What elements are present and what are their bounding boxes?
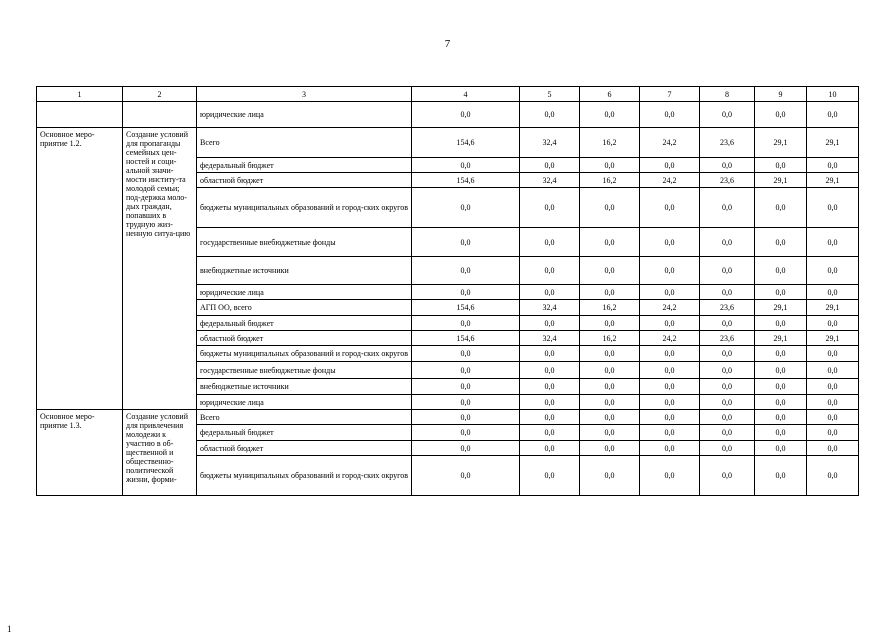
value-cell: 0,0 bbox=[807, 346, 859, 362]
funding-source-label: федеральный бюджет bbox=[197, 158, 412, 173]
value-cell: 0,0 bbox=[700, 395, 755, 410]
value-cell: 0,0 bbox=[520, 257, 580, 285]
value-cell: 0,0 bbox=[412, 410, 520, 425]
value-cell: 0,0 bbox=[412, 102, 520, 128]
funding-source-label: внебюджетные источники bbox=[197, 257, 412, 285]
value-cell: 0,0 bbox=[520, 379, 580, 395]
value-cell: 32,4 bbox=[520, 128, 580, 158]
value-cell: 0,0 bbox=[640, 158, 700, 173]
value-cell: 0,0 bbox=[580, 395, 640, 410]
value-cell: 0,0 bbox=[755, 362, 807, 379]
funding-source-label: федеральный бюджет bbox=[197, 316, 412, 331]
value-cell: 0,0 bbox=[640, 228, 700, 257]
value-cell: 0,0 bbox=[580, 102, 640, 128]
value-cell: 0,0 bbox=[755, 425, 807, 441]
value-cell: 0,0 bbox=[520, 441, 580, 456]
value-cell: 0,0 bbox=[580, 362, 640, 379]
value-cell: 0,0 bbox=[807, 410, 859, 425]
value-cell: 0,0 bbox=[755, 257, 807, 285]
value-cell: 0,0 bbox=[807, 395, 859, 410]
value-cell: 0,0 bbox=[640, 102, 700, 128]
header-cell: 9 bbox=[755, 87, 807, 102]
funding-source-label: областной бюджет bbox=[197, 331, 412, 346]
value-cell: 29,1 bbox=[755, 300, 807, 316]
value-cell: 0,0 bbox=[755, 379, 807, 395]
funding-source-label: областной бюджет bbox=[197, 441, 412, 456]
value-cell: 0,0 bbox=[700, 102, 755, 128]
value-cell: 0,0 bbox=[580, 188, 640, 228]
value-cell: 0,0 bbox=[807, 158, 859, 173]
value-cell: 0,0 bbox=[640, 425, 700, 441]
value-cell: 16,2 bbox=[580, 331, 640, 346]
header-cell: 8 bbox=[700, 87, 755, 102]
activity-cell: Основное меро-приятие 1.2. bbox=[37, 128, 123, 410]
value-cell: 32,4 bbox=[520, 173, 580, 188]
value-cell: 0,0 bbox=[520, 316, 580, 331]
value-cell: 0,0 bbox=[807, 362, 859, 379]
table-row bbox=[37, 128, 859, 158]
value-cell: 0,0 bbox=[580, 285, 640, 300]
value-cell: 0,0 bbox=[640, 456, 700, 496]
value-cell: 24,2 bbox=[640, 300, 700, 316]
value-cell: 0,0 bbox=[807, 425, 859, 441]
value-cell: 29,1 bbox=[807, 173, 859, 188]
value-cell: 0,0 bbox=[520, 188, 580, 228]
header-cell: 5 bbox=[520, 87, 580, 102]
header-cell: 6 bbox=[580, 87, 640, 102]
activity-cell bbox=[37, 102, 123, 128]
funding-source-label: федеральный бюджет bbox=[197, 425, 412, 441]
value-cell: 23,6 bbox=[700, 128, 755, 158]
value-cell: 0,0 bbox=[580, 456, 640, 496]
value-cell: 0,0 bbox=[412, 456, 520, 496]
value-cell: 0,0 bbox=[580, 228, 640, 257]
value-cell: 154,6 bbox=[412, 331, 520, 346]
value-cell: 0,0 bbox=[520, 456, 580, 496]
value-cell: 23,6 bbox=[700, 300, 755, 316]
header-cell: 3 bbox=[197, 87, 412, 102]
value-cell: 0,0 bbox=[520, 158, 580, 173]
value-cell: 154,6 bbox=[412, 128, 520, 158]
value-cell: 0,0 bbox=[520, 395, 580, 410]
funding-source-label: государственные внебюджетные фонды bbox=[197, 228, 412, 257]
value-cell: 0,0 bbox=[755, 346, 807, 362]
value-cell: 0,0 bbox=[700, 346, 755, 362]
funding-source-label: бюджеты муниципальных образований и город-ских округов bbox=[197, 346, 412, 362]
value-cell: 32,4 bbox=[520, 300, 580, 316]
value-cell: 0,0 bbox=[520, 102, 580, 128]
value-cell: 0,0 bbox=[807, 257, 859, 285]
value-cell: 0,0 bbox=[412, 285, 520, 300]
value-cell: 0,0 bbox=[755, 410, 807, 425]
value-cell: 0,0 bbox=[755, 158, 807, 173]
value-cell: 0,0 bbox=[580, 410, 640, 425]
value-cell: 0,0 bbox=[520, 362, 580, 379]
value-cell: 0,0 bbox=[412, 395, 520, 410]
header-row bbox=[37, 87, 859, 102]
value-cell: 0,0 bbox=[700, 158, 755, 173]
funding-source-label: внебюджетные источники bbox=[197, 379, 412, 395]
table-row bbox=[37, 410, 859, 425]
value-cell: 0,0 bbox=[700, 379, 755, 395]
value-cell: 0,0 bbox=[580, 257, 640, 285]
value-cell: 0,0 bbox=[412, 425, 520, 441]
value-cell: 0,0 bbox=[520, 346, 580, 362]
value-cell: 0,0 bbox=[640, 346, 700, 362]
value-cell: 0,0 bbox=[700, 228, 755, 257]
value-cell: 32,4 bbox=[520, 331, 580, 346]
funding-source-label: бюджеты муниципальных образований и город-ских округов bbox=[197, 188, 412, 228]
value-cell: 0,0 bbox=[640, 257, 700, 285]
header-cell: 10 bbox=[807, 87, 859, 102]
value-cell: 0,0 bbox=[640, 441, 700, 456]
value-cell: 0,0 bbox=[640, 285, 700, 300]
funding-source-label: Всего bbox=[197, 410, 412, 425]
value-cell: 0,0 bbox=[807, 228, 859, 257]
value-cell: 0,0 bbox=[755, 441, 807, 456]
header-cell: 7 bbox=[640, 87, 700, 102]
value-cell: 0,0 bbox=[580, 441, 640, 456]
value-cell: 0,0 bbox=[755, 316, 807, 331]
value-cell: 0,0 bbox=[520, 228, 580, 257]
value-cell: 0,0 bbox=[807, 456, 859, 496]
value-cell: 29,1 bbox=[755, 331, 807, 346]
value-cell: 0,0 bbox=[412, 441, 520, 456]
value-cell: 154,6 bbox=[412, 300, 520, 316]
value-cell: 0,0 bbox=[700, 316, 755, 331]
value-cell: 29,1 bbox=[807, 300, 859, 316]
value-cell: 0,0 bbox=[520, 410, 580, 425]
value-cell: 0,0 bbox=[700, 425, 755, 441]
table-row bbox=[37, 102, 859, 128]
value-cell: 0,0 bbox=[700, 456, 755, 496]
value-cell: 0,0 bbox=[412, 257, 520, 285]
funding-source-label: АГП ОО, всего bbox=[197, 300, 412, 316]
value-cell: 0,0 bbox=[700, 188, 755, 228]
value-cell: 0,0 bbox=[807, 188, 859, 228]
header-cell: 1 bbox=[37, 87, 123, 102]
value-cell: 0,0 bbox=[700, 362, 755, 379]
value-cell: 0,0 bbox=[755, 102, 807, 128]
value-cell: 0,0 bbox=[412, 379, 520, 395]
value-cell: 24,2 bbox=[640, 173, 700, 188]
value-cell: 0,0 bbox=[580, 316, 640, 331]
page-number: 7 bbox=[444, 38, 451, 50]
funding-source-label: юридические лица bbox=[197, 395, 412, 410]
value-cell: 0,0 bbox=[807, 316, 859, 331]
value-cell: 0,0 bbox=[412, 158, 520, 173]
value-cell: 16,2 bbox=[580, 173, 640, 188]
value-cell: 29,1 bbox=[807, 128, 859, 158]
value-cell: 0,0 bbox=[580, 425, 640, 441]
funding-source-label: государственные внебюджетные фонды bbox=[197, 362, 412, 379]
value-cell: 0,0 bbox=[700, 285, 755, 300]
value-cell: 0,0 bbox=[640, 362, 700, 379]
value-cell: 24,2 bbox=[640, 331, 700, 346]
value-cell: 0,0 bbox=[640, 379, 700, 395]
description-cell: Создание условий для пропаганды семейных цен-ностей и соци-альной значи-мости институ-та молодой семьи; под-держка моло-дых граждан, попавших в трудную жиз-ненную ситуа-цию bbox=[123, 128, 197, 410]
value-cell: 0,0 bbox=[412, 346, 520, 362]
value-cell: 0,0 bbox=[580, 158, 640, 173]
value-cell: 0,0 bbox=[755, 285, 807, 300]
funding-source-label: бюджеты муниципальных образований и город-ских округов bbox=[197, 456, 412, 496]
value-cell: 0,0 bbox=[640, 316, 700, 331]
description-cell bbox=[123, 102, 197, 128]
description-cell: Создание условий для привлечения молодежи к участию в об-щественной и общественно-политической жизни, форми- bbox=[123, 410, 197, 496]
value-cell: 16,2 bbox=[580, 128, 640, 158]
header-cell: 2 bbox=[123, 87, 197, 102]
funding-source-label: областной бюджет bbox=[197, 173, 412, 188]
value-cell: 0,0 bbox=[640, 188, 700, 228]
value-cell: 0,0 bbox=[412, 316, 520, 331]
value-cell: 23,6 bbox=[700, 331, 755, 346]
value-cell: 0,0 bbox=[807, 285, 859, 300]
value-cell: 0,0 bbox=[580, 346, 640, 362]
value-cell: 0,0 bbox=[807, 102, 859, 128]
funding-source-label: юридические лица bbox=[197, 102, 412, 128]
value-cell: 0,0 bbox=[807, 379, 859, 395]
value-cell: 0,0 bbox=[755, 188, 807, 228]
value-cell: 154,6 bbox=[412, 173, 520, 188]
value-cell: 29,1 bbox=[755, 128, 807, 158]
value-cell: 0,0 bbox=[412, 188, 520, 228]
value-cell: 16,2 bbox=[580, 300, 640, 316]
value-cell: 23,6 bbox=[700, 173, 755, 188]
value-cell: 29,1 bbox=[755, 173, 807, 188]
value-cell: 0,0 bbox=[412, 362, 520, 379]
value-cell: 0,0 bbox=[700, 441, 755, 456]
value-cell: 0,0 bbox=[755, 228, 807, 257]
value-cell: 29,1 bbox=[807, 331, 859, 346]
value-cell: 0,0 bbox=[700, 257, 755, 285]
value-cell: 0,0 bbox=[640, 395, 700, 410]
funding-source-label: юридические лица bbox=[197, 285, 412, 300]
value-cell: 0,0 bbox=[520, 425, 580, 441]
value-cell: 0,0 bbox=[412, 228, 520, 257]
value-cell: 0,0 bbox=[755, 456, 807, 496]
funding-source-label: Всего bbox=[197, 128, 412, 158]
value-cell: 0,0 bbox=[580, 379, 640, 395]
margin-mark: 1 bbox=[7, 624, 12, 634]
value-cell: 0,0 bbox=[755, 395, 807, 410]
value-cell: 0,0 bbox=[520, 285, 580, 300]
value-cell: 24,2 bbox=[640, 128, 700, 158]
activity-cell: Основное меро-приятие 1.3. bbox=[37, 410, 123, 496]
value-cell: 0,0 bbox=[807, 441, 859, 456]
value-cell: 0,0 bbox=[700, 410, 755, 425]
value-cell: 0,0 bbox=[640, 410, 700, 425]
header-cell: 4 bbox=[412, 87, 520, 102]
budget-table bbox=[36, 86, 859, 496]
